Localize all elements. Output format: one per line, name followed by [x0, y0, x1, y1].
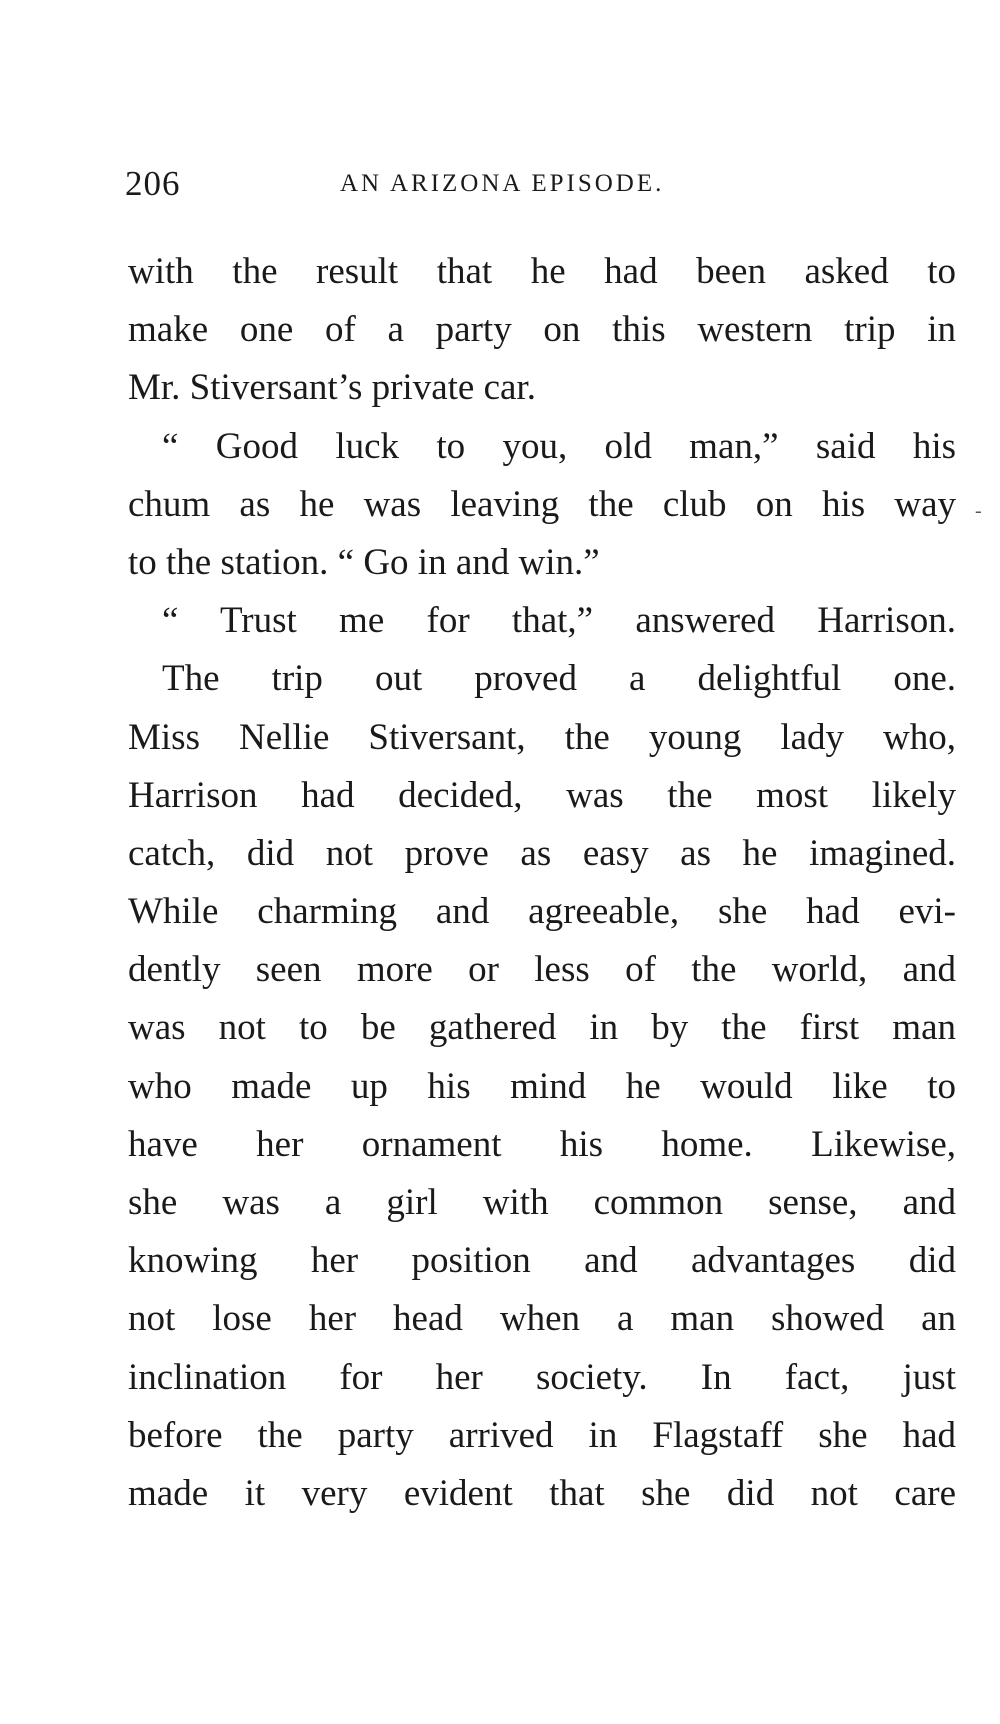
- body-text: [128, 243, 956, 1523]
- page-header: [125, 164, 955, 214]
- text-line: have her ornament his home. Likewise,: [128, 1123, 956, 1165]
- text-line: Mr. Stiversant’s private car.: [128, 367, 536, 409]
- text-line: to the station. “ Go in and win.”: [128, 541, 600, 583]
- running-title: AN ARIZONA EPISODE.: [340, 170, 665, 197]
- text-line: was not to be gathered in by the first man: [128, 1007, 956, 1049]
- text-line: she was a girl with common sense, and: [128, 1182, 956, 1223]
- text-line: “ Good luck to you, old man,” said his: [162, 425, 956, 467]
- text-line: before the party arrived in Flagstaff she had: [128, 1414, 956, 1456]
- text-line: While charming and agreeable, she had evi-: [128, 891, 956, 933]
- text-line: make one of a party on this western trip in: [128, 309, 956, 351]
- text-line: catch, did not prove as easy as he imagined.: [128, 832, 956, 874]
- text-line: who made up his mind he would like to: [128, 1065, 956, 1107]
- text-line: Miss Nellie Stiversant, the young lady who,: [128, 716, 956, 758]
- text-line: with the result that he had been asked to: [128, 251, 956, 292]
- text-line: dently seen more or less of the world, and: [128, 949, 956, 991]
- text-line: not lose her head when a man showed an: [128, 1298, 956, 1340]
- text-line: The trip out proved a delightful one.: [162, 658, 956, 700]
- text-line: inclination for her society. In fact, just: [128, 1356, 956, 1398]
- page-number: 206: [125, 164, 181, 203]
- text-line: chum as he was leaving the club on his way: [128, 483, 956, 525]
- text-line: “ Trust me for that,” answered Harrison.: [162, 600, 956, 642]
- margin-speck: -: [975, 500, 982, 522]
- text-line: knowing her position and advantages did: [128, 1240, 956, 1282]
- text-line: Harrison had decided, was the most likely: [128, 774, 956, 816]
- text-line: made it very evident that she did not care: [128, 1472, 956, 1514]
